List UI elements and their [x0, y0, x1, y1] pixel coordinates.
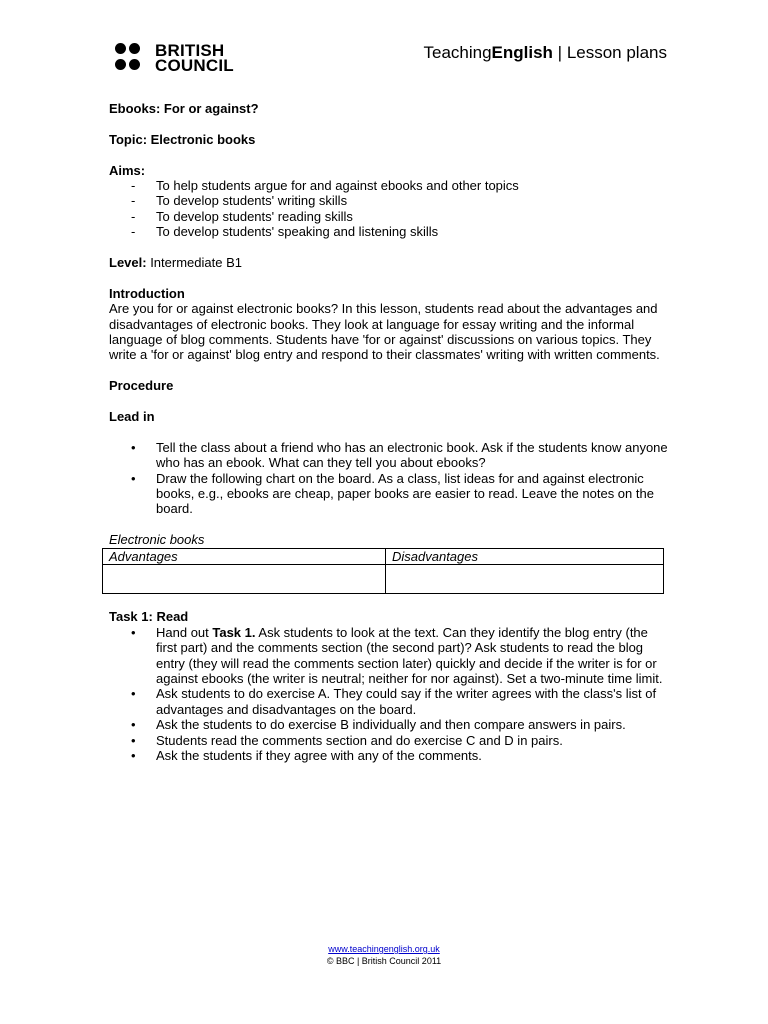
level-label: Level: [109, 255, 147, 271]
task1-item [109, 625, 669, 687]
logo-dots-icon [115, 42, 151, 74]
advantages-disadvantages-table [102, 548, 664, 594]
page-footer [0, 943, 768, 967]
level-value: Intermediate B1 [146, 255, 242, 271]
task1-item: • Ask students to do exercise A. They could say if the writer agrees with the class's list of advantages and disadvantages on the board. [109, 686, 669, 717]
lesson-topic: Topic: Electronic books [109, 131, 256, 147]
british-council-logo [115, 42, 234, 74]
level-line [109, 255, 669, 270]
task1-item-post: Ask students to look at the text. Can they identify the blog entry (the first part) and the comments section (the second part)? Ask students to read the blog entry (they will read the comments section later) quickly and decide if the writer is for or against ebooks (the writer is neutral; neither for nor against). Set a two-minute time limit. [156, 624, 663, 687]
teachingenglish-brand [423, 43, 667, 63]
table-caption: Electronic books [109, 532, 205, 548]
lead-in-item: • Draw the following chart on the board. As a class, list ideas for and against electronic books, e.g., ebooks are cheap, paper books are easier to read. Leave the notes on the board. [109, 471, 669, 517]
lesson-title: Ebooks: For or against? [109, 101, 259, 116]
lead-in-heading: Lead in [109, 409, 155, 425]
aim-item: - To develop students' speaking and listening skills [109, 224, 669, 239]
task1-item: • Ask the students to do exercise B individually and then compare answers in pairs. [109, 717, 669, 732]
table-cell [103, 565, 386, 594]
table-header-row [103, 548, 664, 564]
table-cell [386, 565, 664, 594]
procedure-heading: Procedure [109, 378, 174, 394]
logo-line-2: COUNCIL [155, 56, 234, 75]
introduction-text: Are you for or against electronic books? In this lesson, students read about the advantages and disadvantages of electronic books. They look at language for essay writing and the informal language of blog comments. Students have 'for or against' discussions on various topics. They write a 'for or against' blog entry and respond to their classmates' writing with written comments. [109, 301, 660, 363]
brand-lesson-plans: | Lesson plans [552, 43, 667, 62]
introduction-heading: Introduction [109, 285, 185, 301]
lead-in-item: • Tell the class about a friend who has an electronic book. Ask if the students know anyone who has an ebook. What can they tell you about ebooks? [109, 440, 669, 471]
aim-item: - To develop students' reading skills [109, 209, 669, 224]
aim-item: - To develop students' writing skills [109, 193, 669, 208]
lesson-content [109, 101, 669, 764]
aims-list [109, 178, 669, 240]
aims-heading: Aims: [109, 162, 146, 178]
task1-item: • Ask the students if they agree with any of the comments. [109, 748, 669, 763]
task1-item-pre: Hand out [156, 624, 213, 640]
logo-wordmark [155, 43, 234, 73]
task1-list [109, 625, 669, 764]
footer-copyright: © BBC | British Council 2011 [326, 956, 442, 966]
brand-english: English [491, 43, 553, 62]
footer-url-link[interactable]: www.teachingenglish.org.uk [328, 944, 440, 954]
header-disadvantages: Disadvantages [386, 548, 664, 564]
aim-item: - To help students argue for and against ebooks and other topics [109, 178, 669, 193]
task1-item-bold: Task 1. [212, 624, 256, 640]
logo-line-1: BRITISH [155, 41, 225, 60]
brand-teaching: Teaching [423, 43, 492, 62]
task1-item: • Students read the comments section and do exercise C and D in pairs. [109, 733, 669, 748]
lead-in-list [109, 440, 669, 517]
header-advantages: Advantages [103, 548, 386, 564]
task1-heading: Task 1: Read [109, 609, 189, 625]
table-empty-row [103, 565, 664, 594]
